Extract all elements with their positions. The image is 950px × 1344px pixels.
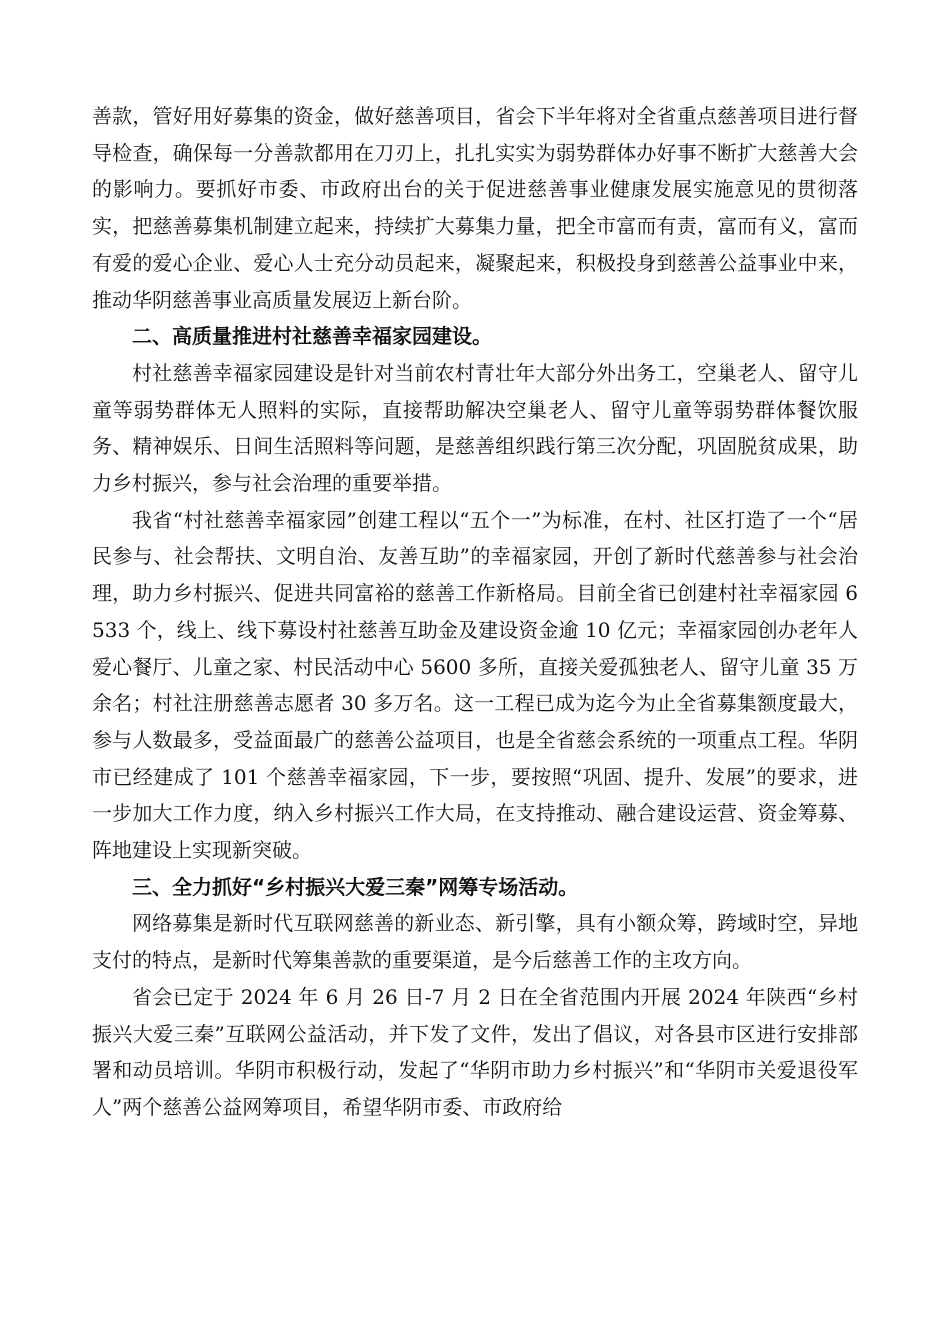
body-paragraph-3: 我省“村社慈善幸福家园”创建工程以“五个一”为标准，在村、社区打造了一个“居民参与、社会帮扶、文明自治、友善互助”的幸福家园，开创了新时代慈善参与社会治理，助力乡村振兴、促进共同富裕的慈善工作新格局。目前全省已创建村社幸福家园 6533 个，线上、线下募设村社慈善互助金及建设资金逾 10 亿元；幸福家园创办老年人爱心餐厅、儿童之家、村民活动中心 5600 多所，直接关爱孤独老人、留守儿童 35 万余名；村社注册慈善志愿者 30 多万名。这一工程已成为迄今为止全省募集额度最大，参与人数最多，受益面最广的慈善公益项目，也是全省慈会系统的一项重点工程。华阴市已经建成了 101 个慈善幸福家园，下一步，要按照“巩固、提升、发展”的要求，进一步加大工作力度，纳入乡村振兴工作大局，在支持推动、融合建设运营、资金筹募、阵地建设上实现新突破。	[92, 507, 858, 863]
body-paragraph-1: 善款，管好用好募集的资金，做好慈善项目，省会下半年将对全省重点慈善项目进行督导检查，确保每一分善款都用在刀刃上，扎扎实实为弱势群体办好事不断扩大慈善大会的影响力。要抓好市委、市政府出台的关于促进慈善事业健康发展实施意见的贯彻落实，把慈善募集机制建立起来，持续扩大募集力量，把全市富而有责，富而有义，富而有爱的爱心企业、爱心人士充分动员起来，凝聚起来，积极投身到慈善公益事业中来，推动华阴慈善事业高质量发展迈上新台阶。	[92, 104, 858, 312]
section-heading-3: 三、全力抓好“乡村振兴大爱三秦”网筹专场活动。	[132, 874, 579, 899]
document-page	[92, 98, 858, 1126]
section-heading-2: 二、高质量推进村社慈善幸福家园建设。	[132, 324, 492, 349]
body-paragraph-5: 省会已定于 2024 年 6 月 26 日-7 月 2 日在全省范围内开展 2024 年陕西“乡村振兴大爱三秦”互联网公益活动，并下发了文件，发出了倡议，对各县市区进行安排部署和动员培训。华阴市积极行动，发起了“华阴市助力乡村振兴”和“华阴市关爱退役军人”两个慈善公益网筹项目，希望华阴市委、市政府给	[92, 984, 858, 1119]
body-paragraph-2: 村社慈善幸福家园建设是针对当前农村青壮年大部分外出务工，空巢老人、留守儿童等弱势群体无人照料的实际，直接帮助解决空巢老人、留守儿童等弱势群体餐饮服务、精神娱乐、日间生活照料等问题，是慈善组织践行第三次分配，巩固脱贫成果，助力乡村振兴，参与社会治理的重要举措。	[92, 360, 858, 496]
body-paragraph-4: 网络募集是新时代互联网慈善的新业态、新引擎，具有小额众筹，跨域时空，异地支付的特点，是新时代筹集善款的重要渠道，是今后慈善工作的主攻方向。	[92, 911, 858, 973]
